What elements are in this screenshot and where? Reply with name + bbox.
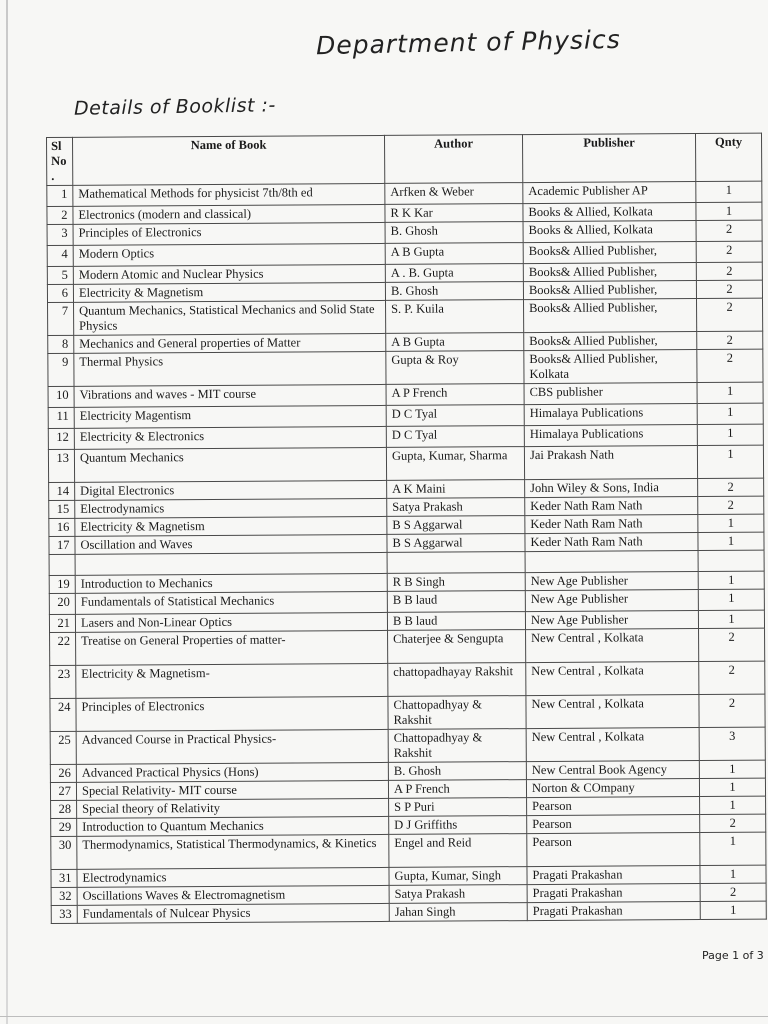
table-cell-sl: 17: [49, 536, 75, 554]
table-cell-sl: 19: [49, 575, 75, 593]
table-cell-name: Fundamentals of Nulcear Physics: [77, 903, 389, 923]
table-cell-publisher: Keder Nath Ram Nath: [525, 497, 698, 516]
page-left-edge: [6, 0, 8, 1024]
table-cell-qty: 2: [699, 628, 765, 661]
table-cell-sl: 8: [48, 335, 74, 353]
table-cell-publisher: New Central , Kolkata: [526, 662, 699, 696]
table-cell-author: B B laud: [387, 612, 525, 631]
table-cell-author: Engel and Reid: [389, 834, 527, 868]
table-cell-qty: 2: [696, 262, 762, 280]
table-cell-qty: 2: [700, 883, 766, 901]
header-qnty: Qnty: [695, 133, 761, 181]
table-cell-publisher: Books& Allied Publisher,: [523, 281, 696, 300]
table-cell-publisher: Books& Allied Publisher,: [524, 299, 697, 333]
table-cell-sl: 24: [50, 698, 76, 731]
table-cell-qty: 2: [699, 694, 765, 727]
table-cell-qty: 1: [699, 760, 765, 778]
table-cell-author: B B laud: [387, 591, 525, 613]
table-cell-sl: 5: [47, 266, 73, 284]
table-cell-name: Oscillations Waves & Electromagnetism: [77, 885, 389, 905]
table-cell-sl: 26: [50, 764, 76, 782]
table-cell-qty: 1: [700, 901, 766, 919]
table-cell-name: Electricity & Magnetism-: [76, 663, 388, 698]
table-cell-sl: 30: [51, 836, 77, 869]
table-cell-publisher: Pragati Prakashan: [527, 866, 700, 885]
table-cell-name: Advanced Practical Physics (Hons): [76, 762, 388, 782]
table-cell-author: S. P. Kuila: [386, 300, 524, 334]
table-cell-author: A P French: [386, 384, 524, 406]
table-cell-author: Chaterjee & Sengupta: [388, 630, 526, 664]
table-cell-name: Quantum Mechanics, Statistical Mechanics and Solid State Physics: [74, 300, 386, 335]
table-cell-qty: 2: [696, 241, 762, 262]
table-cell-author: D C Tyal: [386, 405, 524, 427]
table-cell-name: Special Relativity- MIT course: [76, 780, 388, 800]
table-cell-publisher: Pragati Prakashan: [527, 902, 700, 921]
table-cell-sl: 13: [48, 449, 74, 482]
table-header-row: [47, 133, 762, 185]
table-cell-author: B. Ghosh: [388, 762, 526, 781]
table-cell-qty: 2: [698, 496, 764, 514]
table-cell-publisher: John Wiley & Sons, India: [525, 479, 698, 498]
table-cell-sl: 31: [51, 869, 77, 887]
table-cell-author: B. Ghosh: [385, 222, 523, 244]
table-cell-sl: 12: [48, 428, 74, 449]
table-cell-publisher: New Central Book Agency: [526, 761, 699, 780]
table-cell-qty: 1: [697, 403, 763, 424]
table-cell-author: Chattopadhyay & Rakshit: [388, 696, 526, 730]
table-cell-name: Electricity & Magnetism: [73, 282, 385, 302]
table-cell-qty: [698, 550, 764, 571]
table-cell-name: Introduction to Mechanics: [75, 573, 387, 593]
table-cell-publisher: Books& Allied Publisher,: [523, 242, 696, 264]
table-cell-publisher: Himalaya Publications: [524, 404, 697, 426]
header-name-of-book: Name of Book: [73, 135, 385, 185]
header-publisher: Publisher: [522, 134, 695, 183]
table-cell-qty: 2: [698, 478, 764, 496]
table-cell-name: Oscillation and Waves: [75, 534, 387, 554]
table-cell-sl: 23: [50, 665, 76, 698]
table-cell-author: A B Gupta: [386, 333, 524, 352]
table-cell-name: Vibrations and waves - MIT course: [74, 384, 386, 407]
table-cell-name: Electricity Magentism: [74, 405, 386, 428]
table-cell-sl: 9: [48, 353, 74, 386]
table-cell-qty: 1: [698, 514, 764, 532]
table-cell-publisher: New Age Publisher: [525, 590, 698, 612]
table-cell-author: D C Tyal: [386, 426, 524, 448]
table-cell-publisher: Pragati Prakashan: [527, 884, 700, 903]
table-cell-publisher: New Age Publisher: [525, 572, 698, 591]
table-cell-publisher: Books & Allied, Kolkata: [523, 203, 696, 222]
table-cell-sl: 4: [47, 245, 73, 266]
table-cell-publisher: Jai Prakash Nath: [524, 446, 697, 480]
table-cell-publisher: Books& Allied Publisher,: [524, 332, 697, 351]
table-cell-author: Jahan Singh: [389, 903, 527, 922]
table-cell-sl: 6: [47, 284, 73, 302]
table-cell-qty: 1: [697, 382, 763, 403]
table-cell-publisher: [525, 551, 698, 573]
table-row: [50, 628, 765, 665]
table-cell-qty: 1: [698, 589, 764, 610]
booklist-subtitle: Details of Booklist :-: [73, 94, 276, 120]
table-cell-publisher: Books & Allied, Kolkata: [523, 221, 696, 243]
table-cell-sl: 15: [49, 500, 75, 518]
table-cell-author: [387, 552, 525, 574]
table-cell-name: Mechanics and General properties of Matter: [74, 333, 386, 353]
table-cell-publisher: New Central , Kolkata: [526, 629, 699, 663]
table-cell-qty: 1: [700, 796, 766, 814]
table-cell-name: Mathematical Methods for physicist 7th/8th ed: [73, 183, 385, 206]
table-cell-author: Chattopadhyay & Rakshit: [388, 729, 526, 763]
table-cell-qty: 1: [698, 610, 764, 628]
table-row: [51, 901, 766, 923]
table-cell-publisher: Pearson: [527, 833, 700, 867]
table-cell-name: Thermodynamics, Statistical Thermodynamics, & Kinetics: [77, 834, 389, 869]
table-cell-sl: 32: [51, 887, 77, 905]
table-cell-name: Electrodynamics: [77, 867, 389, 887]
table-cell-name: Advanced Course in Practical Physics-: [76, 729, 388, 764]
table-cell-author: chattopadhayay Rakshit: [388, 663, 526, 697]
table-cell-publisher: Keder Nath Ram Nath: [525, 515, 698, 534]
table-cell-author: A K Maini: [387, 480, 525, 499]
table-cell-qty: 1: [700, 832, 766, 865]
table-cell-author: Gupta, Kumar, Sharma: [386, 447, 524, 481]
table-cell-sl: 16: [49, 518, 75, 536]
page-bottom-edge: [0, 1016, 768, 1017]
table-cell-author: Satya Prakash: [387, 498, 525, 517]
table-cell-publisher: New Central , Kolkata: [526, 695, 699, 729]
table-cell-author: S P Puri: [389, 798, 527, 817]
table-cell-author: R K Kar: [385, 204, 523, 223]
table-cell-qty: 1: [697, 424, 763, 445]
table-cell-publisher: Himalaya Publications: [524, 425, 697, 447]
table-cell-name: Electrodynamics: [75, 498, 387, 518]
table-cell-qty: 2: [696, 298, 762, 331]
table-cell-name: Introduction to Quantum Mechanics: [77, 816, 389, 836]
table-cell-sl: 33: [51, 905, 77, 923]
table-cell-publisher: Books& Allied Publisher, Kolkata: [524, 350, 697, 384]
table-cell-author: A P French: [388, 780, 526, 799]
table-cell-author: B S Aggarwal: [387, 534, 525, 553]
table-cell-author: Arfken & Weber: [385, 183, 523, 205]
header-sl-no: Sl No .: [47, 137, 73, 185]
table-cell-name: Electricity & Electronics: [74, 426, 386, 449]
table-cell-publisher: Norton & COmpany: [526, 779, 699, 798]
table-cell-sl: [49, 554, 75, 575]
table-cell-sl: 14: [49, 482, 75, 500]
table-cell-name: [75, 552, 387, 575]
table-cell-author: A B Gupta: [385, 243, 523, 265]
table-cell-qty: 1: [697, 445, 763, 478]
table-cell-qty: 1: [699, 778, 765, 796]
table-cell-name: Lasers and Non-Linear Optics: [75, 612, 387, 632]
table-cell-author: Satya Prakash: [389, 885, 527, 904]
table-cell-name: Electronics (modern and classical): [73, 204, 385, 224]
table-cell-sl: 7: [48, 302, 74, 335]
table-cell-publisher: Pearson: [527, 815, 700, 834]
table-cell-author: R B Singh: [387, 573, 525, 592]
table-cell-sl: 10: [48, 386, 74, 407]
table-cell-publisher: CBS publisher: [524, 383, 697, 405]
table-cell-sl: 22: [50, 632, 76, 665]
table-cell-name: Principles of Electronics: [76, 696, 388, 731]
table-cell-qty: 1: [700, 865, 766, 883]
table-cell-name: Principles of Electronics: [73, 222, 385, 245]
table-cell-author: B. Ghosh: [385, 282, 523, 301]
table-cell-qty: 3: [699, 727, 765, 760]
table-cell-name: Electricity & Magnetism: [75, 516, 387, 536]
booklist-body: [47, 181, 766, 923]
page-title: Department of Physics: [315, 24, 622, 61]
table-cell-publisher: Pearson: [527, 797, 700, 816]
table-cell-sl: 29: [51, 818, 77, 836]
table-cell-sl: 25: [50, 731, 76, 764]
table-cell-author: D J Griffiths: [389, 816, 527, 835]
table-cell-author: Gupta & Roy: [386, 351, 524, 385]
table-cell-qty: 1: [696, 181, 762, 202]
table-cell-sl: 20: [49, 593, 75, 614]
table-row: [50, 694, 765, 731]
table-cell-qty: 2: [696, 280, 762, 298]
table-cell-publisher: Books& Allied Publisher,: [523, 263, 696, 282]
table-row: [48, 445, 763, 482]
table-cell-author: A . B. Gupta: [385, 264, 523, 283]
table-cell-publisher: New Central , Kolkata: [526, 728, 699, 762]
table-row: [48, 349, 763, 386]
table-cell-sl: 28: [51, 800, 77, 818]
table-cell-sl: 2: [47, 206, 73, 224]
table-row: [48, 298, 763, 335]
table-cell-qty: 1: [698, 571, 764, 589]
table-cell-name: Fundamentals of Statistical Mechanics: [75, 591, 387, 614]
table-cell-publisher: Keder Nath Ram Nath: [525, 533, 698, 552]
table-row: [50, 661, 765, 698]
table-cell-name: Treatise on General Properties of matter-: [76, 630, 388, 665]
table-cell-name: Thermal Physics: [74, 351, 386, 386]
table-cell-name: Special theory of Relativity: [77, 798, 389, 818]
table-cell-author: Gupta, Kumar, Singh: [389, 867, 527, 886]
table-cell-author: B S Aggarwal: [387, 516, 525, 535]
table-cell-publisher: New Age Publisher: [525, 611, 698, 630]
table-cell-name: Modern Optics: [73, 243, 385, 266]
table-cell-name: Modern Atomic and Nuclear Physics: [73, 264, 385, 284]
table-row: [50, 727, 765, 764]
table-cell-sl: 11: [48, 407, 74, 428]
table-cell-qty: 1: [696, 202, 762, 220]
table-cell-qty: 2: [697, 349, 763, 382]
table-cell-sl: 1: [47, 185, 73, 206]
table-cell-sl: 3: [47, 224, 73, 245]
booklist-table: [46, 133, 767, 924]
table-cell-name: Digital Electronics: [75, 480, 387, 500]
page-number: Page 1 of 3: [702, 949, 764, 962]
table-cell-sl: 21: [49, 614, 75, 632]
table-cell-publisher: Academic Publisher AP: [523, 182, 696, 204]
table-cell-qty: 2: [696, 220, 762, 241]
table-row: [51, 832, 766, 869]
table-cell-qty: 2: [697, 331, 763, 349]
header-author: Author: [384, 135, 522, 184]
table-cell-name: Quantum Mechanics: [74, 447, 386, 482]
table-cell-qty: 1: [698, 532, 764, 550]
table-cell-qty: 2: [700, 814, 766, 832]
table-cell-sl: 27: [50, 782, 76, 800]
table-cell-qty: 2: [699, 661, 765, 694]
